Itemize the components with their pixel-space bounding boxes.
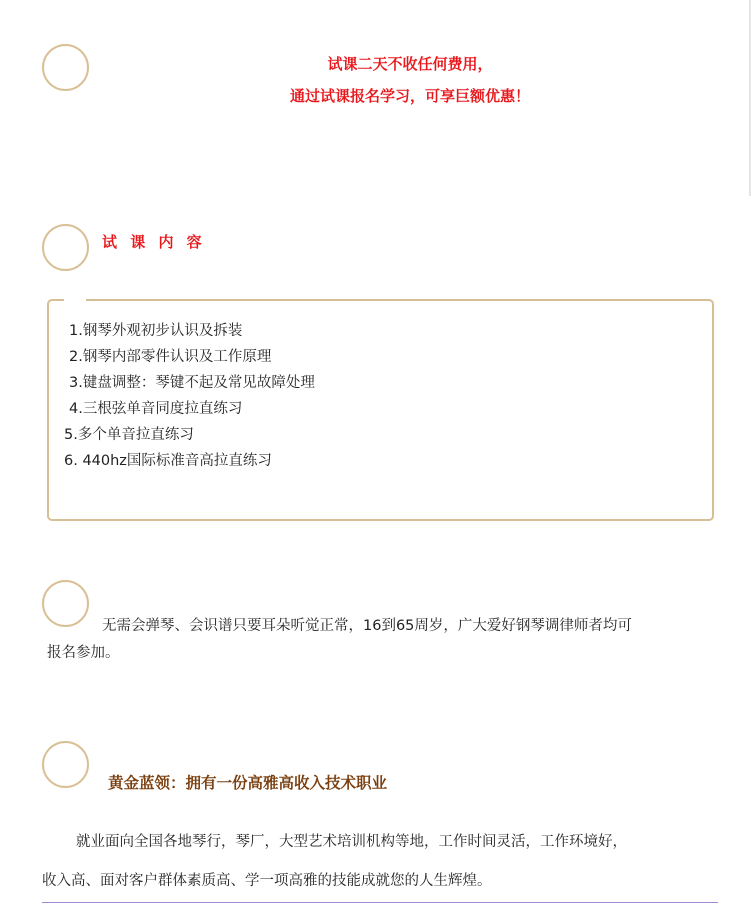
decorative-circle-4	[42, 741, 89, 788]
career-title: 黄金蓝领：拥有一份高雅高收入技术职业	[108, 774, 388, 792]
decorative-circle-1	[42, 44, 89, 91]
career-line-2: 收入高、面对客户群体素质高、学一项高雅的技能成就您的人生辉煌。	[42, 873, 492, 889]
decorative-circle-3	[42, 580, 89, 627]
promo-line-1: 试课二天不收任何费用，	[327, 55, 493, 73]
box-notch	[64, 294, 86, 304]
requirement-line-2: 报名参加。	[47, 645, 120, 661]
decorative-circle-2	[42, 224, 89, 271]
trial-content-title: 试 课 内 容	[102, 233, 206, 251]
trial-item-6: 6. 440hz国际标准音高拉直练习	[64, 453, 272, 469]
requirement-line-1: 无需会弹琴、会识谱只要耳朵听觉正常，16到65周岁，广大爱好钢琴调律师者均可	[102, 618, 632, 634]
trial-item-1: 1.钢琴外观初步认识及拆装	[69, 323, 243, 339]
promo-line-2: 通过试课报名学习，可享巨额优惠！	[289, 87, 530, 105]
trial-item-5: 5.多个单音拉直练习	[64, 427, 194, 443]
divider-line	[42, 902, 718, 903]
trial-item-4: 4.三根弦单音同度拉直练习	[69, 401, 243, 417]
trial-item-3: 3.键盘调整：琴键不起及常见故障处理	[69, 375, 315, 391]
career-line-1: 就业面向全国各地琴行，琴厂，大型艺术培训机构等地，工作时间灵活，工作环境好，	[76, 834, 627, 850]
trial-item-2: 2.钢琴内部零件认识及工作原理	[69, 349, 272, 365]
